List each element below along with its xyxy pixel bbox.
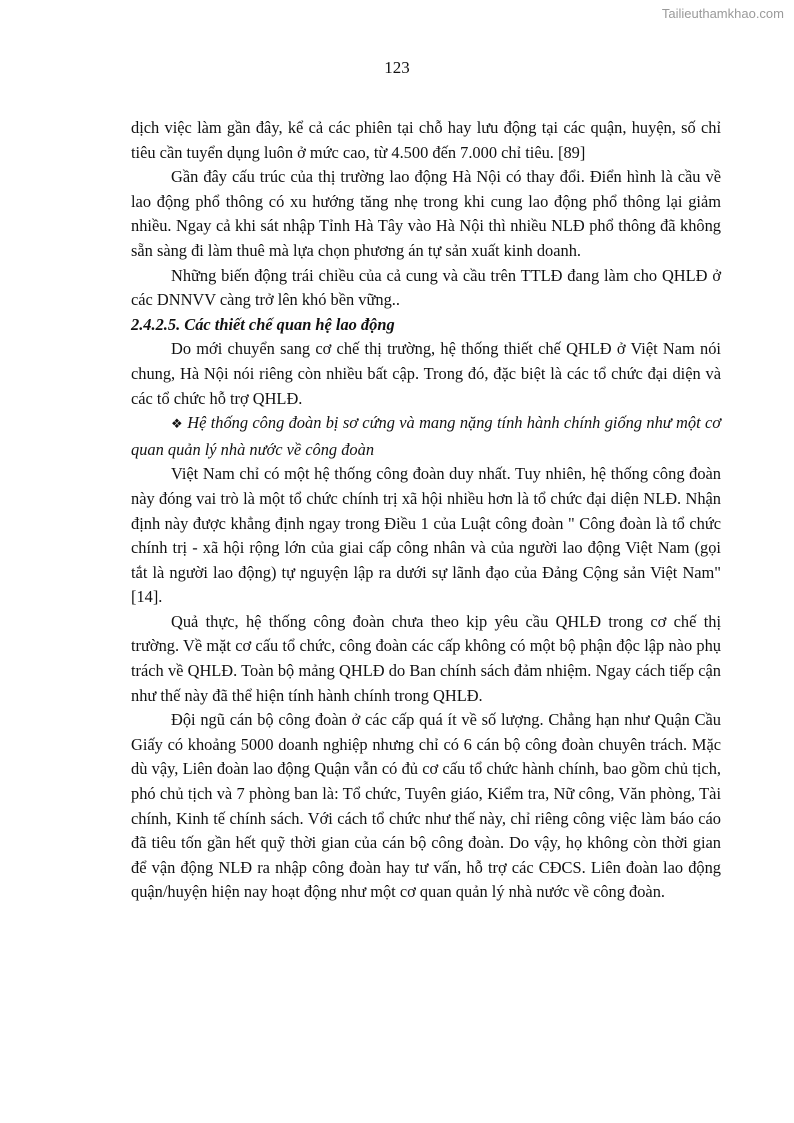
paragraph-5: Việt Nam chỉ có một hệ thống công đoàn duy nhất. Tuy nhiên, hệ thống công đoàn này đóng vai trò là một tổ chức chính trị xã hội nhiều hơn là tổ chức đại diện NLĐ. Nhận định này được khẳng định ngay trong Điều 1 của Luật công đoàn " Công đoàn là tổ chức chính trị - xã hội rộng lớn của giai cấp công nhân và của người lao động Việt Nam (gọi tắt là người lao động) tự nguyện lập ra dưới sự lãnh đạo của Đảng Cộng sản Việt Nam"[14]. (131, 464, 721, 607)
watermark: Tailieuthamkhao.com (661, 6, 784, 21)
paragraph-3: Những biến động trái chiều của cả cung và cầu trên TTLĐ đang làm cho QHLĐ ở các DNNVV càng trở lên khó bền vững.. (131, 265, 721, 310)
page-number: 123 (384, 58, 410, 77)
paragraph-1: dịch việc làm gần đây, kể cả các phiên tại chỗ hay lưu động tại các quận, huyện, số chỉ tiêu cần tuyển dụng luôn ở mức cao, từ 4.500 đến 7.000 chỉ tiêu. [89] (131, 118, 721, 162)
document-body (131, 116, 721, 905)
section-heading: 2.4.2.5. Các thiết chế quan hệ lao động (131, 314, 395, 334)
bullet-heading-text: Hệ thống công đoàn bị sơ cứng và mang nặng tính hành chính giống như một cơ quan quản lý nhà nước về công đoàn (131, 413, 721, 459)
paragraph-7: Đội ngũ cán bộ công đoàn ở các cấp quá ít về số lượng. Chẳng hạn như Quận Cầu Giấy có khoảng 5000 doanh nghiệp nhưng chỉ có 6 cán bộ công đoàn chuyên trách. Mặc dù vậy, Liên đoàn lao động Quận vẫn có đủ cơ cấu tổ chức hành chính, bao gồm chủ tịch, phó chủ tịch và 7 phòng ban là: Tổ chức, Tuyên giáo, Kiểm tra, Nữ công, Văn phòng, Tài chính, Kinh tế chính sách. Với cách tổ chức như thế này, chỉ riêng công việc làm báo cáo đã tiêu tốn gần hết quỹ thời gian của cán bộ công đoàn. Do vậy, họ không còn thời gian để vận động NLĐ ra nhập công đoàn hay tư vấn, hỗ trợ các CĐCS. Liên đoàn lao động quận/huyện hiện nay hoạt động như một cơ quan quản lý nhà nước về công đoàn. (131, 710, 721, 902)
diamond-bullet-icon: ❖ (171, 417, 183, 433)
paragraph-4: Do mới chuyển sang cơ chế thị trường, hệ thống thiết chế QHLĐ ở Việt Nam nói chung, Hà Nội nói riêng còn nhiều bất cập. Trong đó, đặc biệt là các tổ chức đại diện và các tổ chức hỗ trợ QHLĐ. (131, 339, 721, 408)
paragraph-2: Gần đây cấu trúc của thị trường lao động Hà Nội có thay đổi. Điển hình là cầu về lao động phổ thông có xu hướng tăng nhẹ trong khi cung lao động phổ thông lại giảm nhiều. Ngay cả khi sát nhập Tỉnh Hà Tây vào Hà Nội thì nhiều NLĐ phổ thông đã không sẵn sàng đi làm thuê mà lựa chọn phương án tự sản xuất kinh doanh. (131, 167, 721, 260)
bullet-heading (131, 411, 721, 462)
paragraph-6: Quả thực, hệ thống công đoàn chưa theo kịp yêu cầu QHLĐ trong cơ chế thị trường. Về mặt cơ cấu tổ chức, công đoàn các cấp không có một bộ phận độc lập nào phụ trách về QHLĐ. Toàn bộ mảng QHLĐ do Ban chính sách đảm nhiệm. Ngay cách tiếp cận như thế này đã thể hiện tính hành chính trong QHLĐ. (131, 611, 721, 705)
